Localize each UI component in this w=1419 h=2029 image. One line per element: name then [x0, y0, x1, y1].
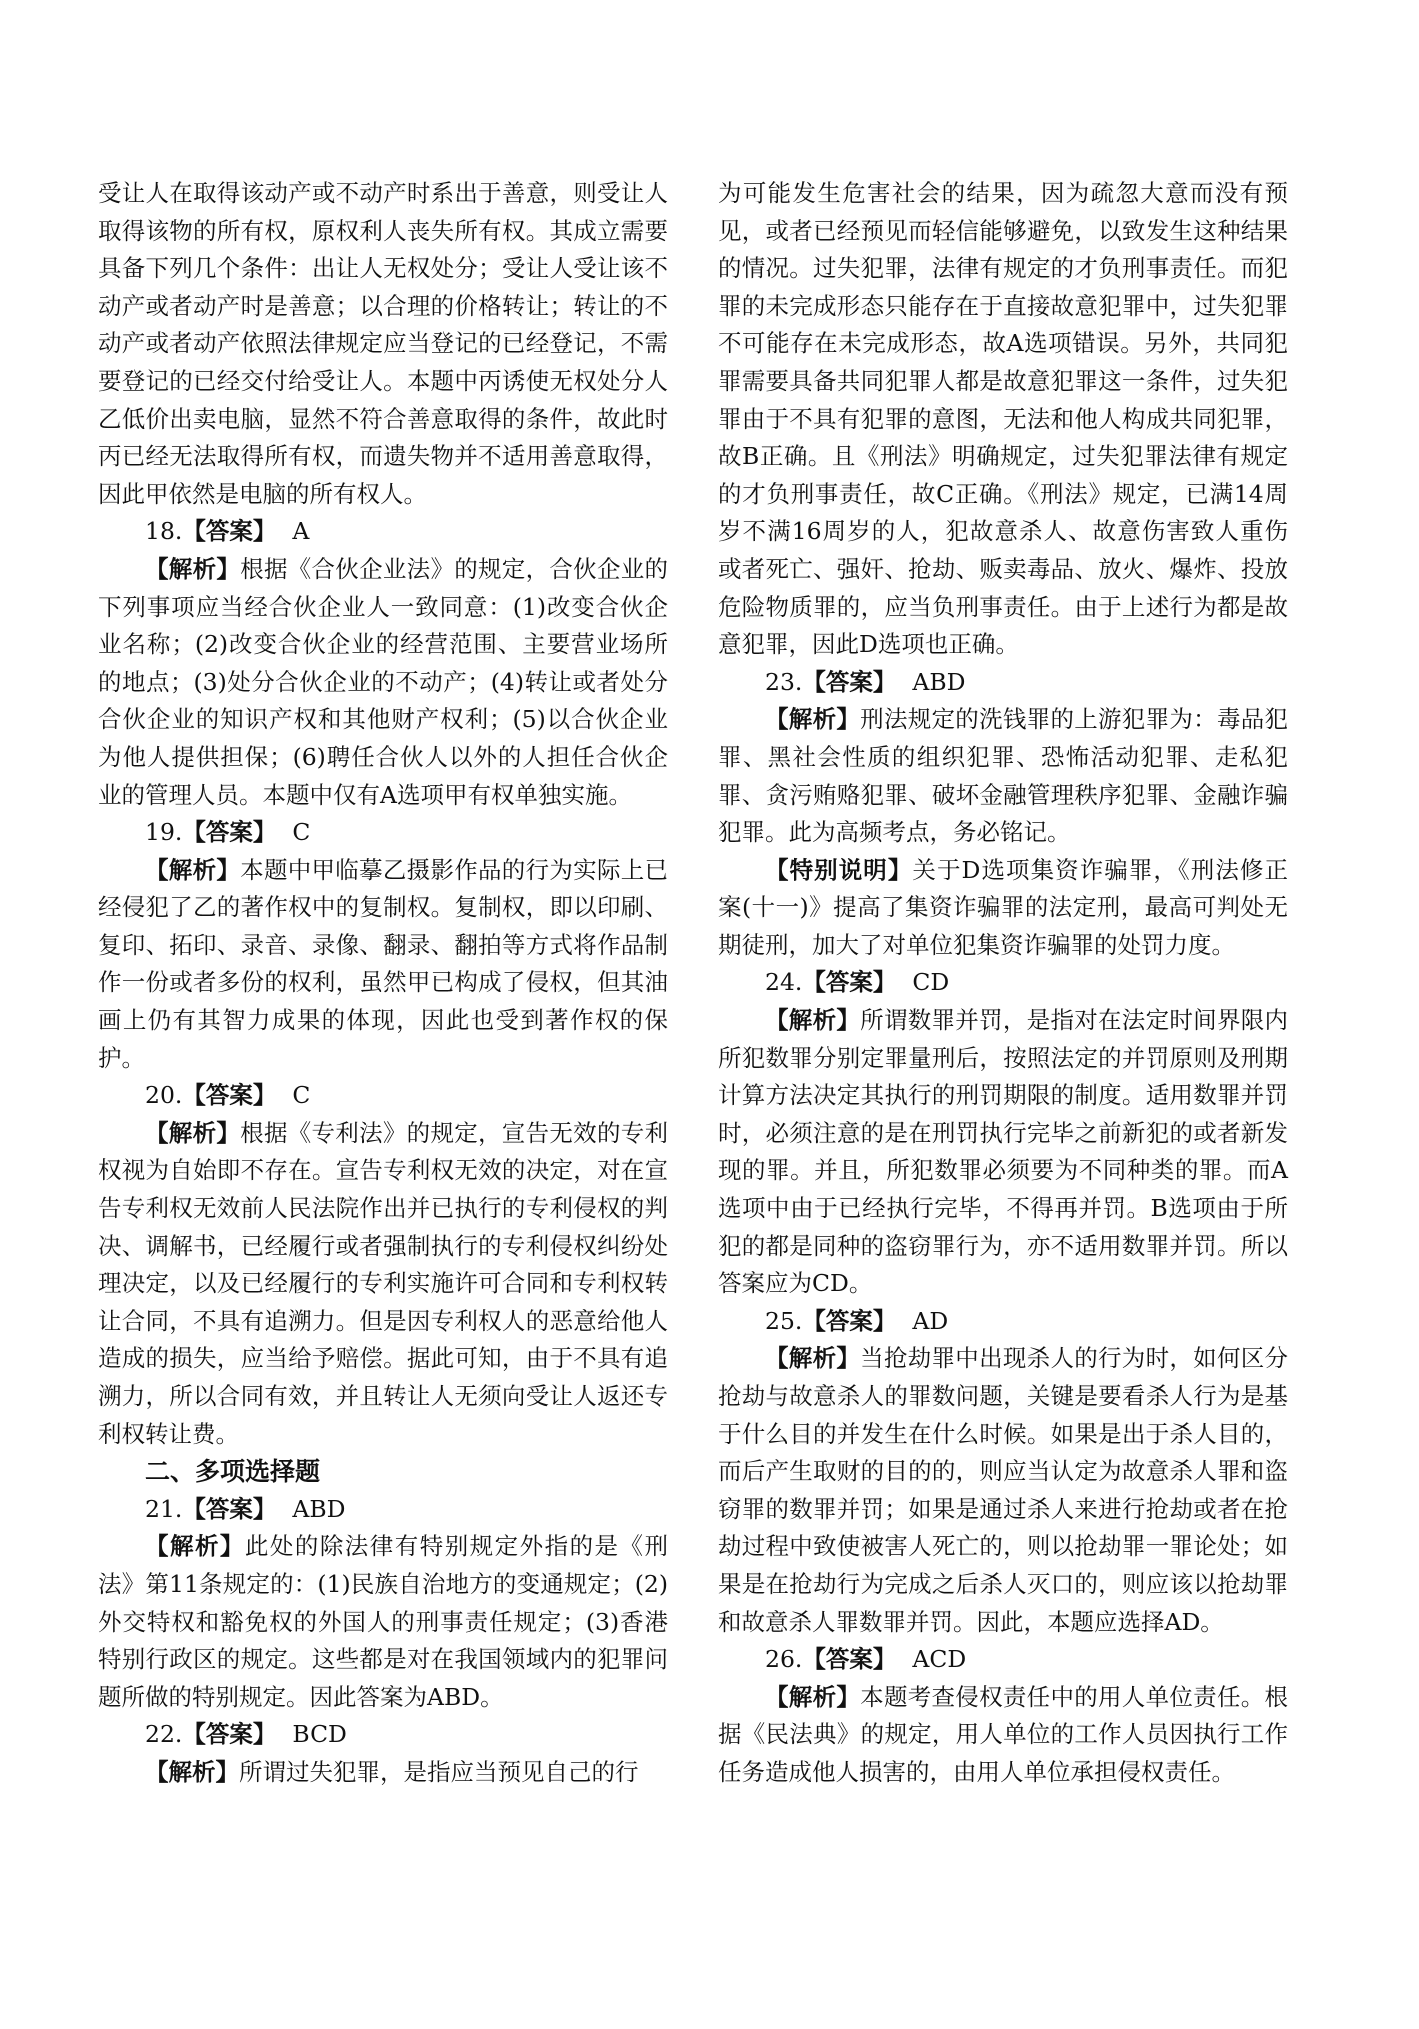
analysis-text: 当抢劫罪中出现杀人的行为时，如何区分抢劫与故意杀人的罪数问题，关键是要看杀人行为是基于什么目的并发生在什么时候。如果是出于杀人目的，而后产生取财的目的的，则应当认定为故意杀人罪和盗窃罪的数罪并罚；如果是通过杀人来进行抢劫或者在抢劫过程中致使被害人死亡的，则以抢劫罪一罪论处；如果是在抢劫行为完成之后杀人灭口的，则应该以抢劫罪和故意杀人罪数罪并罚。因此，本题应选择AD。 — [718, 1344, 1289, 1636]
analysis-text: 根据《专利法》的规定，宣告无效的专利权视为自始即不存在。宣告专利权无效的决定，对在宣告专利权无效前人民法院作出并已执行的专利侵权的判决、调解书，已经履行或者强制执行的专利侵权纠纷处理决定，以及已经履行的专利实施许可合同和专利权转让合同，不具有追溯力。但是因专利权人的恶意给他人造成的损失，应当给予赔偿。据此可知，由于不具有追溯力，所以合同有效，并且转让人无须向受让人返还专利权转让费。 — [98, 1118, 669, 1448]
q25-analysis — [718, 1340, 1288, 1641]
answer-value: AD — [912, 1306, 949, 1335]
analysis-text: 刑法规定的洗钱罪的上游犯罪为：毒品犯罪、黑社会性质的组织犯罪、恐怖活动犯罪、走私犯罪、贪污贿赂犯罪、破坏金融管理秩序犯罪、金融诈骗犯罪。此为高频考点，务必铭记。 — [718, 705, 1289, 847]
answer-value: C — [292, 818, 311, 847]
question-number: 18. — [145, 517, 183, 546]
question-number: 26. — [765, 1645, 803, 1674]
q18-answer-line — [98, 513, 668, 551]
q22-analysis-continued: 为可能发生危害社会的结果，因为疏忽大意而没有预见，或者已经预见而轻信能够避免，以致发生这种结果的情况。过失犯罪，法律有规定的才负刑事责任。而犯罪的未完成形态只能存在于直接故意犯罪中，过失犯罪不可能存在未完成形态，故A选项错误。另外，共同犯罪需要具备共同犯罪人都是故意犯罪这一条件，过失犯罪由于不具有犯罪的意图，无法和他人构成共同犯罪，故B正确。且《刑法》明确规定，过失犯罪法律有规定的才负刑事责任，故C正确。《刑法》规定，已满14周岁不满16周岁的人，犯故意杀人、故意伤害致人重伤或者死亡、强奸、抢劫、贩卖毒品、放火、爆炸、投放危险物质罪的，应当负刑事责任。由于上述行为都是故意犯罪，因此D选项也正确。 — [718, 179, 1288, 659]
analysis-label: 【解析】 — [145, 554, 241, 583]
q24-analysis — [718, 1002, 1288, 1303]
analysis-label: 【解析】 — [145, 1532, 245, 1561]
analysis-label: 【解析】 — [145, 1118, 241, 1147]
question-number: 22. — [145, 1720, 183, 1749]
analysis-label: 【解析】 — [765, 1344, 861, 1373]
q19-analysis — [98, 852, 668, 1078]
right-column — [718, 175, 1288, 1792]
q26-analysis — [718, 1679, 1288, 1792]
q21-answer-line — [98, 1491, 668, 1529]
q18-analysis — [98, 551, 668, 814]
q23-analysis — [718, 701, 1288, 851]
question-number: 20. — [145, 1081, 183, 1110]
answer-value: ACD — [912, 1645, 967, 1674]
answer-value: A — [292, 517, 310, 546]
answer-label: 【答案】 — [182, 1081, 277, 1110]
question-number: 23. — [765, 667, 803, 696]
analysis-label: 【解析】 — [145, 1757, 239, 1786]
answer-value: BCD — [292, 1720, 347, 1749]
q26-answer-line — [718, 1641, 1288, 1679]
answer-label: 【答案】 — [182, 1494, 277, 1523]
analysis-text: 此处的除法律有特别规定外指的是《刑法》第11条规定的：(1)民族自治地方的变通规定；(2)外交特权和豁免权的外国人的刑事责任规定；(3)香港特别行政区的规定。这些都是对在我国领域内的犯罪问题所做的特别规定。因此答案为ABD。 — [98, 1532, 669, 1711]
question-number: 24. — [765, 968, 803, 997]
q24-answer-line — [718, 964, 1288, 1002]
analysis-label: 【解析】 — [765, 1682, 861, 1711]
question-number: 25. — [765, 1306, 803, 1335]
q21-analysis — [98, 1528, 668, 1716]
answer-label: 【答案】 — [182, 517, 277, 546]
answer-label: 【答案】 — [802, 667, 897, 696]
answer-value: C — [292, 1081, 311, 1110]
answer-label: 【答案】 — [802, 968, 897, 997]
analysis-label: 【解析】 — [145, 855, 241, 884]
special-note-label: 【特别说明】 — [765, 855, 913, 884]
analysis-label: 【解析】 — [765, 1006, 861, 1035]
analysis-text: 所谓过失犯罪，是指应当预见自己的行 — [239, 1757, 639, 1786]
q22-answer-line — [98, 1716, 668, 1754]
analysis-text: 本题中甲临摹乙摄影作品的行为实际上已经侵犯了乙的著作权中的复制权。复制权，即以印刷、复印、拓印、录音、录像、翻录、翻拍等方式将作品制作一份或者多份的权利，虽然甲已构成了侵权，但其油画上仍有其智力成果的体现，因此也受到著作权的保护。 — [98, 855, 669, 1072]
analysis-label: 【解析】 — [765, 705, 861, 734]
answer-value: ABD — [292, 1494, 346, 1523]
analysis-text: 所谓数罪并罚，是指对在法定时间界限内所犯数罪分别定罪量刑后，按照法定的并罚原则及刑期计算方法决定其执行的刑罚期限的制度。适用数罪并罚时，必须注意的是在刑罚执行完毕之前新犯的或者新发现的罪。并且，所犯数罪必须要为不同种类的罪。而A选项中由于已经执行完毕，不得再并罚。B选项由于所犯的都是同种的盗窃罪行为，亦不适用数罪并罚。所以答案应为CD。 — [718, 1006, 1289, 1298]
answer-label: 【答案】 — [182, 1720, 277, 1749]
special-note-text: 关于D选项集资诈骗罪，《刑法修正案(十一)》提高了集资诈骗罪的法定刑，最高可判处无期徒刑，加大了对单位犯集资诈骗罪的处罚力度。 — [718, 855, 1289, 959]
answer-label: 【答案】 — [182, 818, 277, 847]
answer-label: 【答案】 — [802, 1306, 897, 1335]
q20-answer-line — [98, 1077, 668, 1115]
q22-analysis — [98, 1754, 668, 1792]
left-column — [98, 175, 668, 1792]
q23-answer-line — [718, 664, 1288, 702]
q25-answer-line — [718, 1303, 1288, 1341]
q23-special-note — [718, 852, 1288, 965]
analysis-text: 本题考查侵权责任中的用人单位责任。根据《民法典》的规定，用人单位的工作人员因执行工作任务造成他人损害的，由用人单位承担侵权责任。 — [718, 1682, 1289, 1786]
answer-label: 【答案】 — [802, 1645, 897, 1674]
question-number: 19. — [145, 818, 183, 847]
q19-answer-line — [98, 814, 668, 852]
answer-value: ABD — [912, 667, 966, 696]
q17-analysis-continued: 受让人在取得该动产或不动产时系出于善意，则受让人取得该物的所有权，原权利人丧失所有权。其成立需要具备下列几个条件：出让人无权处分；受让人受让该不动产或者动产时是善意；以合理的价格转让；转让的不动产或者动产依照法律规定应当登记的已经登记，不需要登记的已经交付给受让人。本题中丙诱使无权处分人乙低价出卖电脑，显然不符合善意取得的条件，故此时丙已经无法取得所有权，而遗失物并不适用善意取得，因此甲依然是电脑的所有权人。 — [98, 179, 668, 508]
answer-value: CD — [912, 968, 950, 997]
q20-analysis — [98, 1115, 668, 1453]
analysis-text: 根据《合伙企业法》的规定，合伙企业的下列事项应当经合伙企业人一致同意：(1)改变合伙企业名称；(2)改变合伙企业的经营范围、主要营业场所的地点；(3)处分合伙企业的不动产；(4)转让或者处分合伙企业的知识产权和其他财产权利；(5)以合伙企业为他人提供担保；(6)聘任合伙人以外的人担任合伙企业的管理人员。本题中仅有A选项甲有权单独实施。 — [98, 554, 669, 809]
question-number: 21. — [145, 1494, 183, 1523]
section-heading: 二、多项选择题 — [145, 1457, 321, 1487]
